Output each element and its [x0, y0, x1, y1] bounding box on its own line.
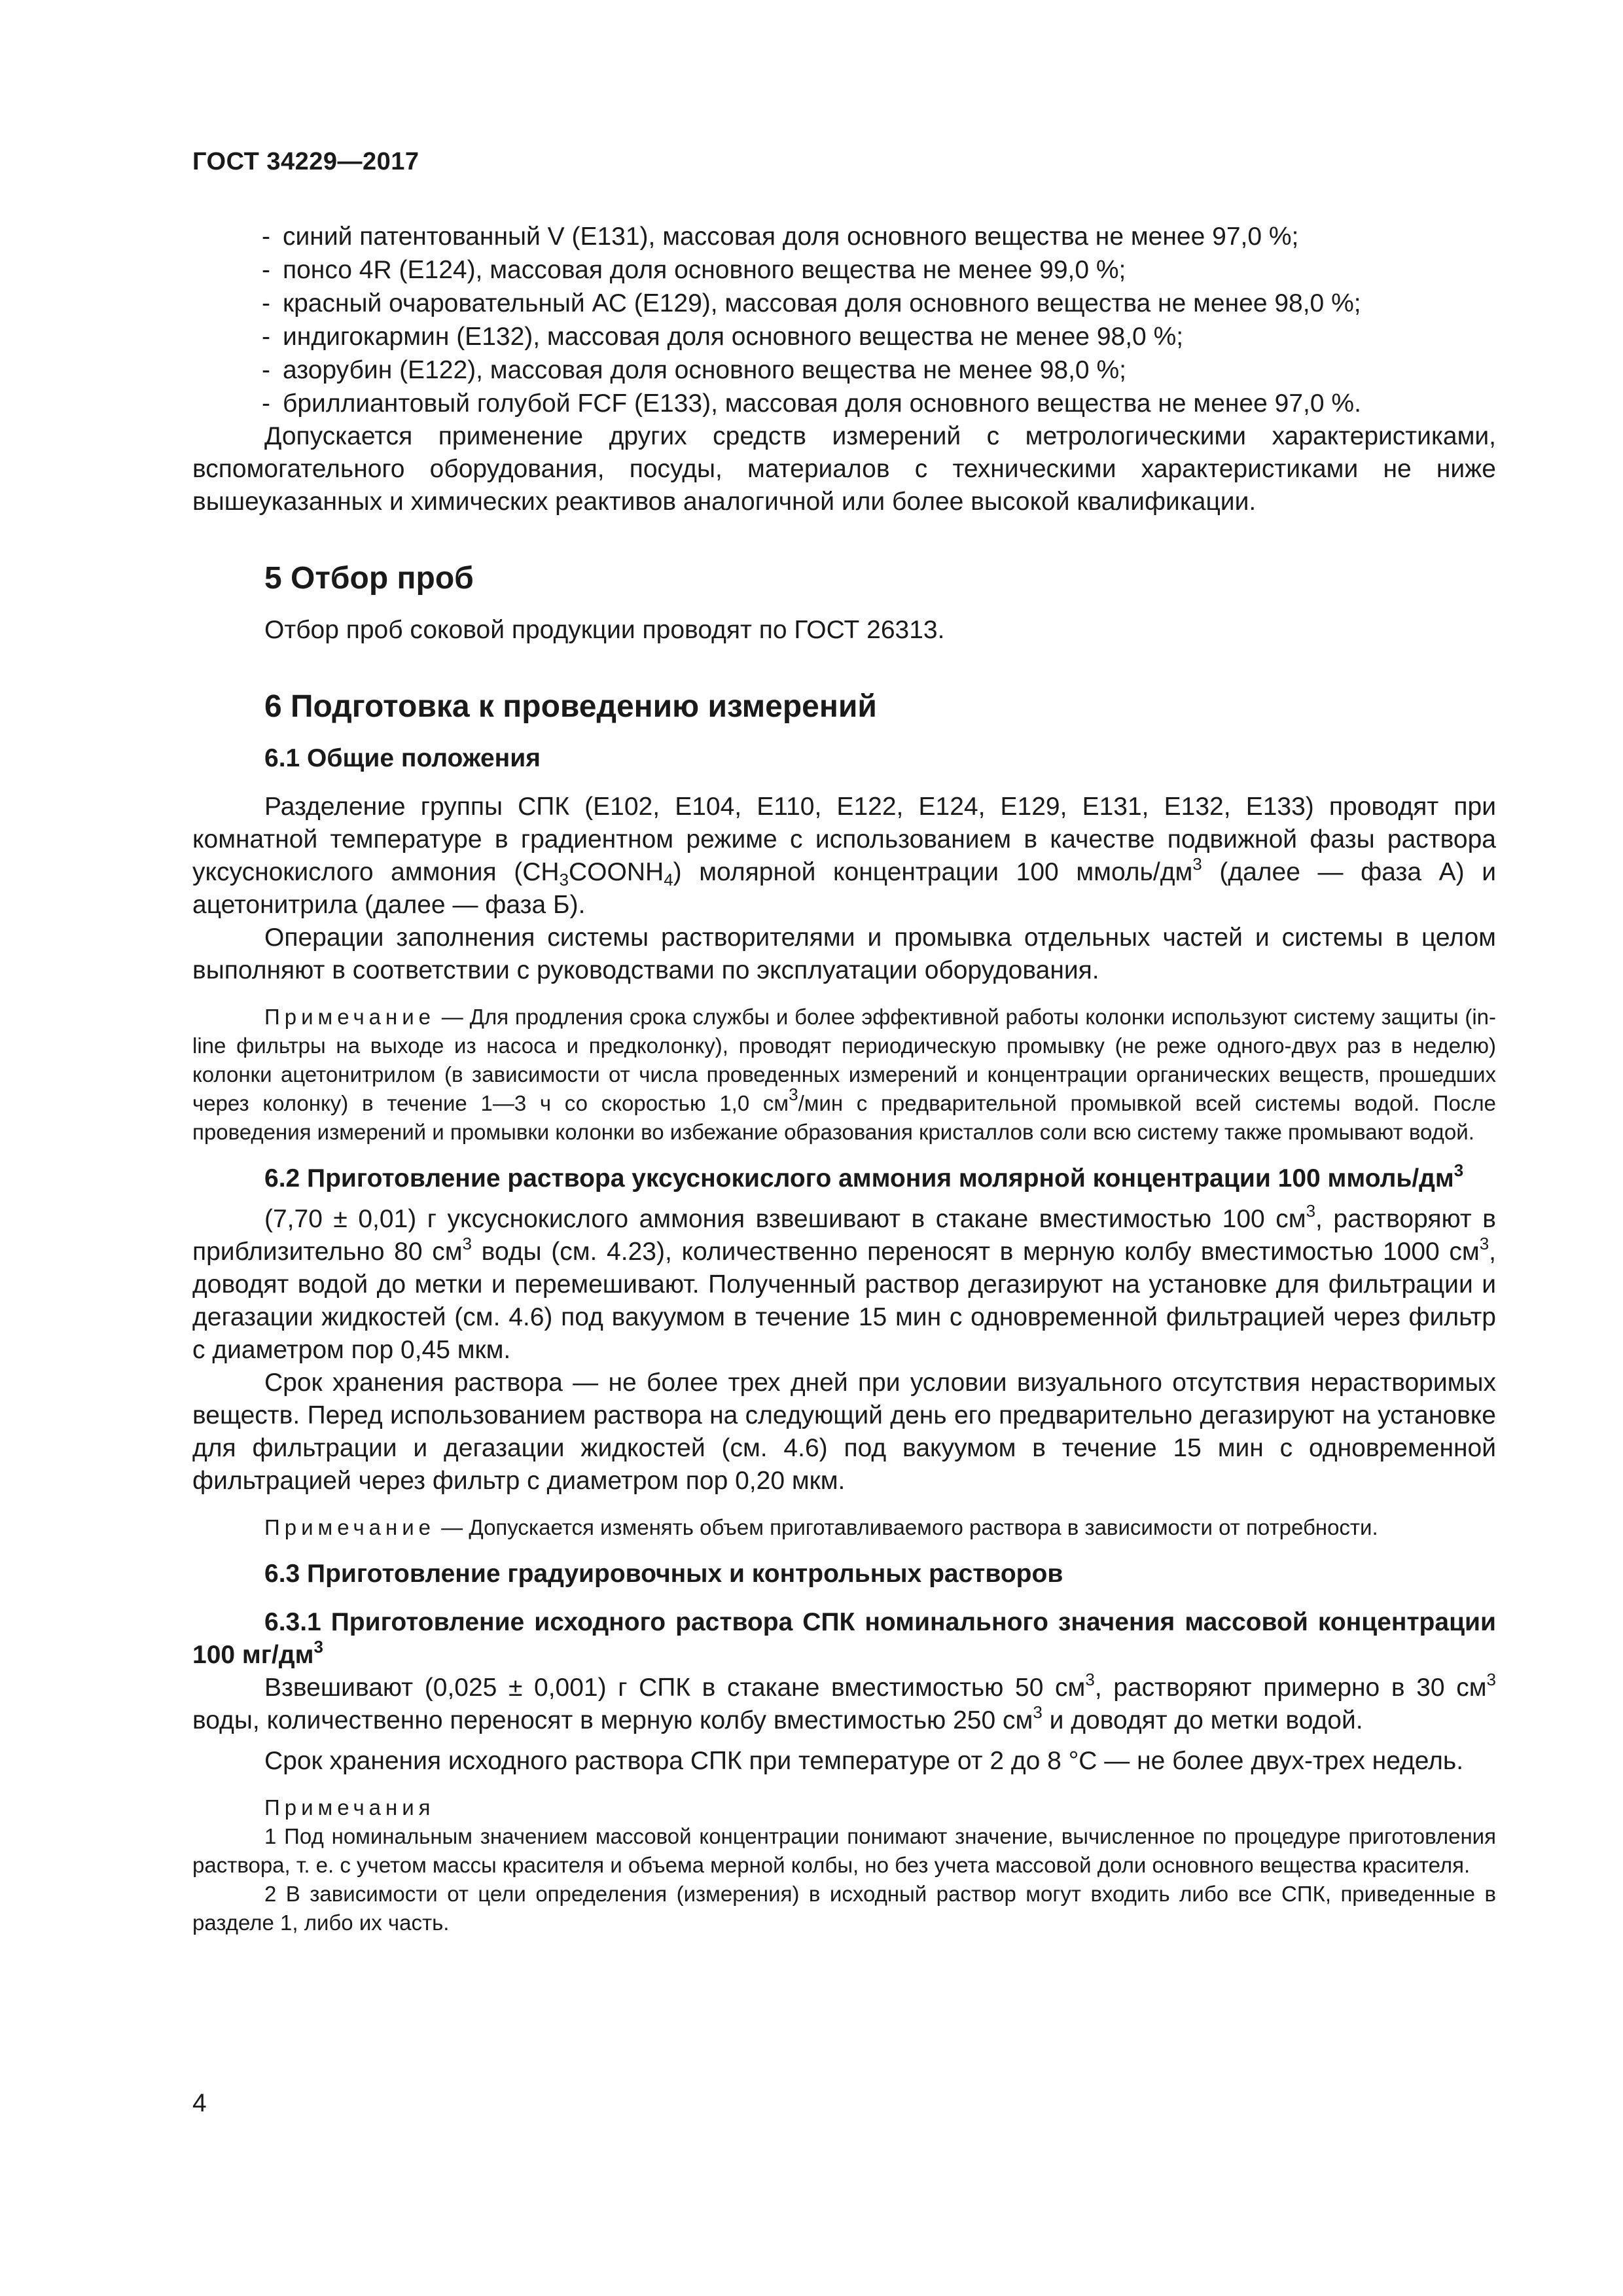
list-item: - азорубин (Е122), массовая доля основного вещества не менее 98,0 %; — [262, 356, 1126, 384]
section-5-heading: 5 Отбор проб — [264, 561, 474, 596]
section-6-3-1-paragraph-2: Срок хранения исходного раствора СПК при температуре от 2 до 8 °C — не более двух-трех недель. — [264, 1747, 1464, 1775]
note-label: Примечание — [264, 1515, 436, 1539]
section-6-3-1-paragraph-1: Взвешивают (0,025 ± 0,001) г СПК в стакане вместимостью 50 $см^3$, растворяют примерно в 30 $см^3$ воды, количественно переносят в мерную колбу вместимостью 250 $см^3$ и доводят до метки водой. — [192, 1670, 1497, 1734]
section-6-heading: 6 Подготовка к проведению измерений — [264, 689, 877, 724]
paragraph-allowed: Допускается применение других средств измерений с метрологическими характеристиками, вспомогательного оборудования, посуды, материалов с техническими характеристиками не ниже вышеуказанных и химических реактивов аналогичной или более высокой квалификации. — [192, 422, 1496, 516]
list-item: - красный очаровательный АС (Е129), массовая доля основного вещества не менее 98,0 %; — [262, 289, 1361, 317]
section-6-2-heading: 6.2 Приготовление раствора уксуснокислого аммония молярной концентрации 100 ммоль/$дм^3$ — [264, 1160, 1464, 1193]
note-label: Примечание — [264, 1005, 436, 1029]
section-6-1-heading: 6.1 Общие положения — [264, 744, 541, 772]
note-item-1: 1 Под номинальным значением массовой концентрации понимают значение, вычисленное по процедуре приготовления раствора, т. е. с учетом массы красителя и объема мерной колбы, но без учета массовой доли основного вещества красителя. — [192, 1824, 1496, 1877]
section-6-2-note: Примечание — Допускается изменять объем приготавливаемого раствора в зависимости от потребности. — [264, 1515, 1378, 1539]
notes-title: Примечания — [264, 1795, 435, 1820]
section-6-3-1-heading: 6.3.1 Приготовление исходного раствора СПК номинального значения массовой концентрации 100 $мг/дм^3$ — [192, 1608, 1496, 1669]
list-item: - бриллиантовый голубой FCF (Е133), массовая доля основного вещества не менее 97,0 %. — [262, 389, 1361, 418]
section-6-3-heading: 6.3 Приготовление градуировочных и контрольных растворов — [264, 1560, 1063, 1588]
document-body — [192, 220, 1496, 1937]
reagent-list — [192, 220, 1496, 420]
list-item: - синий патентованный V (Е131), массовая доля основного вещества не менее 97,0 %; — [262, 223, 1299, 251]
section-6-2-paragraph-1: (7,70 ± 0,01) г уксуснокислого аммония взвешивают в стакане вместимостью 100 $см^3$, растворяют в приблизительно 80 $см^3$ воды (см. 4.23), количественно переносят в мерную колбу вместимостью 1000 $см^3$, доводят водой до метки и перемешивают. Полученный раствор дегазируют на установке для фильтрации и дегазации жидкостей (см. 4.6) под вакуумом в течение 15 мин с одновременной фильтрацией через фильтр с диаметром пор 0,45 мкм. — [192, 1201, 1497, 1364]
section-6-2-paragraph-2: Срок хранения раствора — не более трех дней при условии визуального отсутствия нерастворимых веществ. Перед использованием раствора на следующий день его предварительно дегазируют на установке для фильтрации и дегазации жидкостей (см. 4.6) под вакуумом в течение 15 мин с одновременной фильтрацией через фильтр с диаметром пор 0,20 мкм. — [192, 1369, 1496, 1495]
section-6-1-paragraph-1: Разделение группы СПК (Е102, Е104, Е110, Е122, Е124, Е129, Е131, Е132, Е133) проводят при комнатной температуре в градиентном режиме с использованием в качестве подвижной фазы раствора уксуснокислого аммония $(CH_3COONH_4)$ молярной концентрации 100 ммоль/$дм^3$ (далее — фаза А) и ацетонитрила (далее — фаза Б). — [192, 793, 1496, 919]
list-item: - индигокармин (Е132), массовая доля основного вещества не менее 98,0 %; — [262, 323, 1184, 351]
section-6-1-paragraph-2: Операции заполнения системы растворителями и промывка отдельных частей и системы в целом выполняют в соответствии с руководствами по эксплуатации оборудования. — [192, 924, 1496, 984]
document-code: ГОСТ 34229—2017 — [192, 148, 419, 175]
page-number: 4 — [192, 2089, 207, 2117]
section-6-1-note: Примечание — Для продления срока службы и более эффективной работы колонки используют систему защиты (in-line фильтры на выходе из насоса и предколонку), проводят периодическую промывку (не реже одного-двух раз в неделю) колонки ацетонитрилом (в зависимости от числа проведенных измерений и концентрации органических веществ, прошедших через колонку) в течение 1—3 ч со скоростью 1,0 $см^3$/мин с предварительной промывкой всей системы водой. После проведения измерений и промывки колонки во избежание образования кристаллов соли всю систему также промывают водой. — [192, 1005, 1497, 1144]
section-5-text: Отбор проб соковой продукции проводят по ГОСТ 26313. — [264, 616, 945, 644]
note-item-2: 2 В зависимости от цели определения (измерения) в исходный раствор могут входить либо все СПК, приведенные в разделе 1, либо их часть. — [192, 1882, 1496, 1935]
list-item: - понсо 4R (Е124), массовая доля основного вещества не менее 99,0 %; — [262, 256, 1126, 284]
